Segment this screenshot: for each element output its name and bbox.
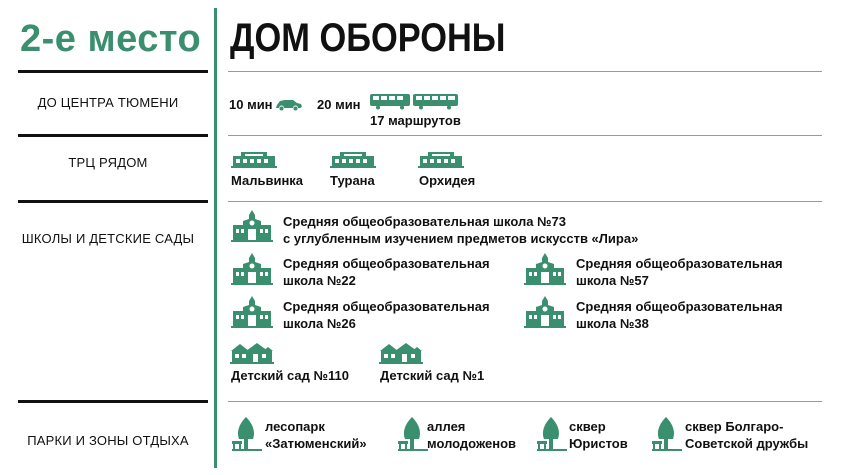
car-icon — [275, 97, 303, 111]
park-icon — [537, 417, 567, 451]
park-icon — [232, 417, 262, 451]
kindergarten-110: Детский сад №110 — [231, 368, 349, 383]
park-1-line-2: «Затюменский» — [265, 436, 367, 451]
school-22-line-1: Средняя общеобразовательная — [283, 256, 490, 271]
rank-label: 2-е место — [20, 18, 202, 60]
divider-right-3 — [228, 201, 822, 202]
divider-left-1 — [18, 70, 208, 73]
school-icon — [231, 253, 273, 285]
mall-item-1: Мальвинка — [231, 173, 304, 188]
kindergarten-icon — [379, 342, 423, 364]
school-22-line-2: школа №22 — [283, 273, 356, 288]
divider-right-2 — [228, 135, 822, 136]
school-icon — [231, 296, 273, 328]
park-4-line-1: сквер Болгаро- — [685, 419, 784, 434]
divider-left-4 — [18, 400, 208, 403]
school-73-line-1: Средняя общеобразовательная школа №73 — [283, 214, 567, 229]
bus-icon — [369, 92, 459, 110]
mall-icon — [330, 150, 376, 168]
mall-item-2: Турана — [330, 173, 375, 188]
school-57-line-2: школа №57 — [576, 273, 649, 288]
kindergarten-icon — [230, 342, 274, 364]
mall-icon — [231, 150, 277, 168]
school-38-line-2: школа №38 — [576, 316, 649, 331]
school-57-line-1: Средняя общеобразовательная — [576, 256, 783, 271]
divider-left-3 — [18, 200, 208, 203]
park-2-line-2: молодоженов — [427, 436, 517, 451]
car-time: 10 мин — [229, 97, 273, 112]
school-26-line-2: школа №26 — [283, 316, 356, 331]
park-icon — [398, 417, 428, 451]
section-label-schools: ШКОЛЫ И ДЕТСКИЕ САДЫ — [21, 231, 195, 246]
park-2-line-1: аллея — [427, 419, 466, 434]
school-26-line-1: Средняя общеобразовательная — [283, 299, 490, 314]
mall-icon — [418, 150, 464, 168]
park-icon — [652, 417, 682, 451]
divider-right-4 — [228, 401, 822, 402]
divider-left-2 — [18, 134, 208, 137]
page-title: ДОМ ОБОРОНЫ — [230, 16, 506, 60]
school-icon — [231, 210, 273, 242]
school-38-line-1: Средняя общеобразовательная — [576, 299, 783, 314]
school-icon — [524, 296, 566, 328]
section-label-parks: ПАРКИ И ЗОНЫ ОТДЫХА — [27, 433, 189, 448]
park-3-line-1: сквер — [569, 419, 606, 434]
kindergarten-1: Детский сад №1 — [380, 368, 485, 383]
park-4-line-2: Советской дружбы — [685, 436, 809, 451]
section-label-center: ДО ЦЕНТРА ТЮМЕНИ — [37, 95, 179, 110]
vertical-divider — [214, 8, 217, 468]
divider-right-1 — [228, 71, 822, 72]
park-1-line-1: лесопарк — [265, 419, 325, 434]
routes-count: 17 маршрутов — [370, 113, 461, 128]
mall-item-3: Орхидея — [419, 173, 476, 188]
school-73-line-2: с углубленным изучением предметов искусств «Лира» — [283, 231, 639, 246]
section-label-malls: ТРЦ РЯДОМ — [68, 155, 148, 170]
school-icon — [524, 253, 566, 285]
bus-time: 20 мин — [317, 97, 361, 112]
park-3-line-2: Юристов — [569, 436, 628, 451]
